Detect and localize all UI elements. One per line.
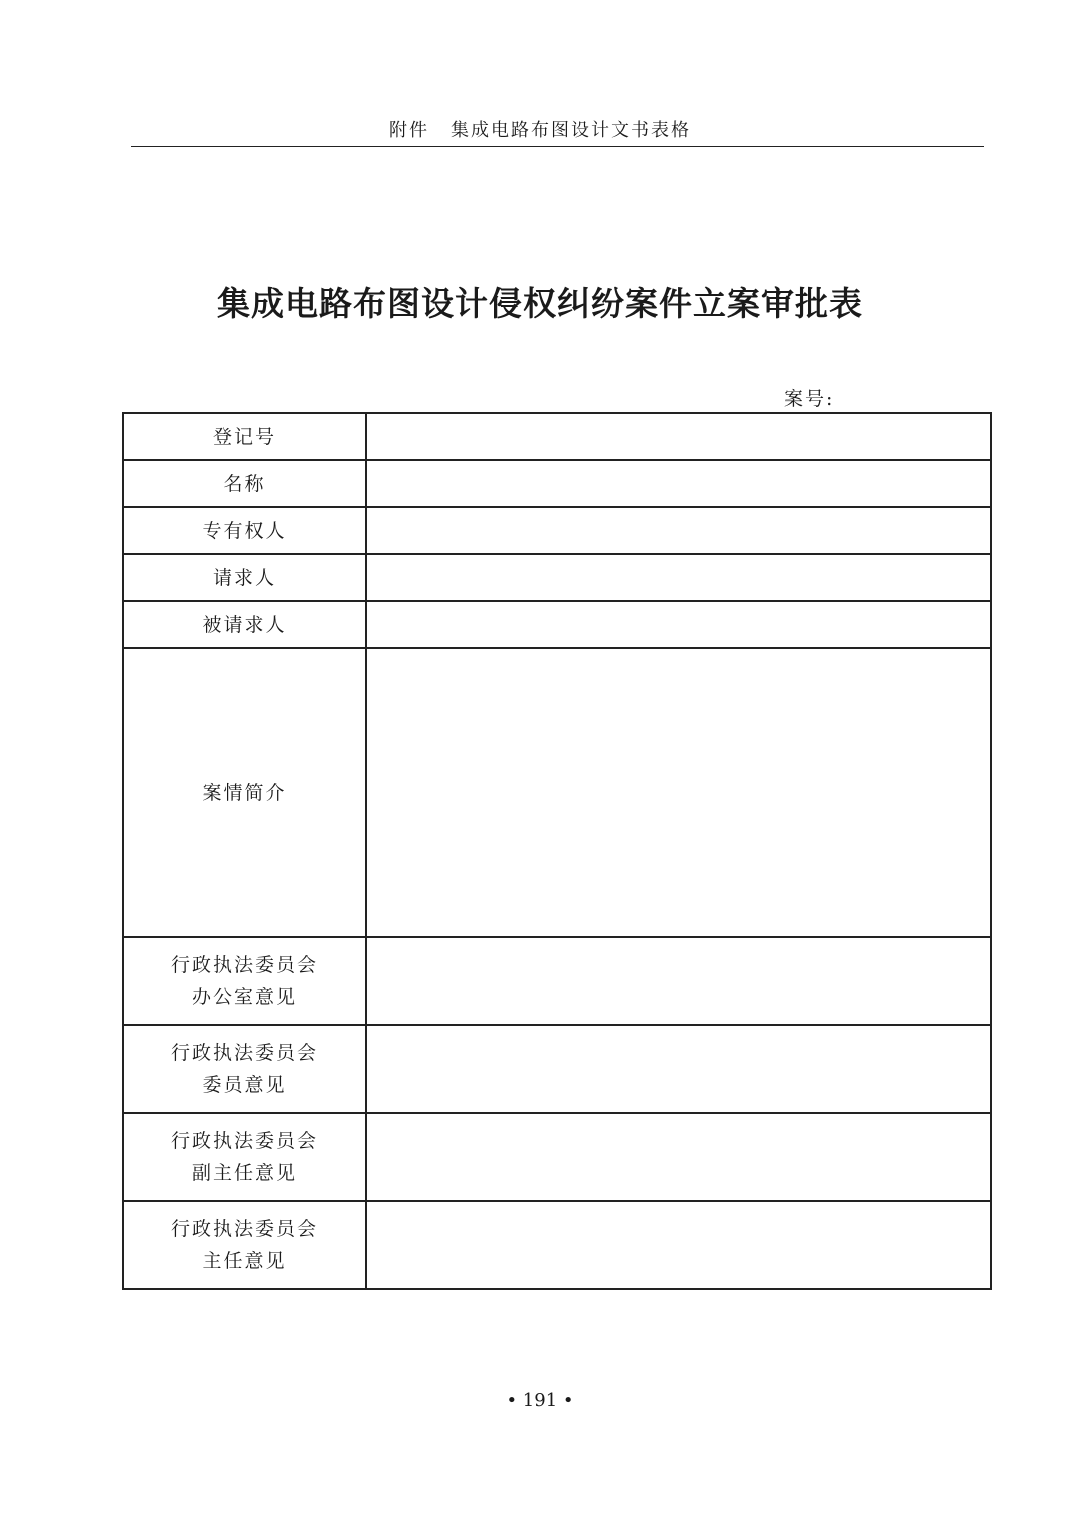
form-label-text-line2: 委员意见 bbox=[202, 1074, 287, 1096]
form-label-text-line2: 办公室意见 bbox=[191, 986, 297, 1008]
form-label bbox=[123, 1201, 366, 1289]
form-row-deputy-director-opinion bbox=[123, 1113, 991, 1201]
case-number-label: 案号: bbox=[784, 388, 835, 410]
form-label bbox=[123, 460, 366, 507]
header-label: 附件 bbox=[389, 120, 429, 141]
form-label-text: 专有权人 bbox=[202, 519, 287, 542]
form-row-right-holder bbox=[123, 507, 991, 554]
page-number: • 191 • bbox=[506, 1390, 574, 1411]
form-value-field[interactable] bbox=[366, 1113, 991, 1201]
form-value-field[interactable] bbox=[366, 937, 991, 1025]
form-value-field[interactable] bbox=[366, 460, 991, 507]
form-row-case-summary bbox=[123, 648, 991, 937]
form-row-name bbox=[123, 460, 991, 507]
document-title: 集成电路布图设计侵权纠纷案件立案审批表 bbox=[217, 284, 863, 323]
form-row-respondent bbox=[123, 601, 991, 648]
form-label bbox=[123, 1113, 366, 1201]
running-header bbox=[0, 116, 1080, 142]
form-label-text: 名称 bbox=[223, 472, 266, 495]
form-label-text-line2: 主任意见 bbox=[202, 1250, 287, 1272]
form-label bbox=[123, 601, 366, 648]
form-value-field[interactable] bbox=[366, 1201, 991, 1289]
form-label-text: 行政执法委员会 bbox=[170, 1130, 318, 1152]
form-label bbox=[123, 1025, 366, 1113]
form-label bbox=[123, 507, 366, 554]
form-row-registration-number bbox=[123, 413, 991, 460]
form-label bbox=[123, 648, 366, 937]
approval-form-table bbox=[122, 412, 992, 1290]
form-row-requester bbox=[123, 554, 991, 601]
form-label-text: 行政执法委员会 bbox=[170, 1042, 318, 1064]
header-title: 集成电路布图设计文书表格 bbox=[451, 120, 691, 141]
form-value-field[interactable] bbox=[366, 648, 991, 937]
form-row-director-opinion bbox=[123, 1201, 991, 1289]
form-label-text: 案情简介 bbox=[202, 781, 287, 804]
form-label-text-line2: 副主任意见 bbox=[191, 1162, 297, 1184]
form-label bbox=[123, 413, 366, 460]
form-label-text: 登记号 bbox=[212, 425, 276, 448]
form-value-field[interactable] bbox=[366, 507, 991, 554]
form-label bbox=[123, 937, 366, 1025]
form-label bbox=[123, 554, 366, 601]
form-value-field[interactable] bbox=[366, 554, 991, 601]
form-label-text: 行政执法委员会 bbox=[170, 1218, 318, 1240]
form-row-member-opinion bbox=[123, 1025, 991, 1113]
form-label-text: 请求人 bbox=[212, 566, 276, 589]
form-value-field[interactable] bbox=[366, 413, 991, 460]
form-label-text: 被请求人 bbox=[202, 613, 287, 636]
form-value-field[interactable] bbox=[366, 601, 991, 648]
form-row-office-opinion bbox=[123, 937, 991, 1025]
header-rule bbox=[131, 146, 984, 147]
form-label-text: 行政执法委员会 bbox=[170, 954, 318, 976]
form-value-field[interactable] bbox=[366, 1025, 991, 1113]
